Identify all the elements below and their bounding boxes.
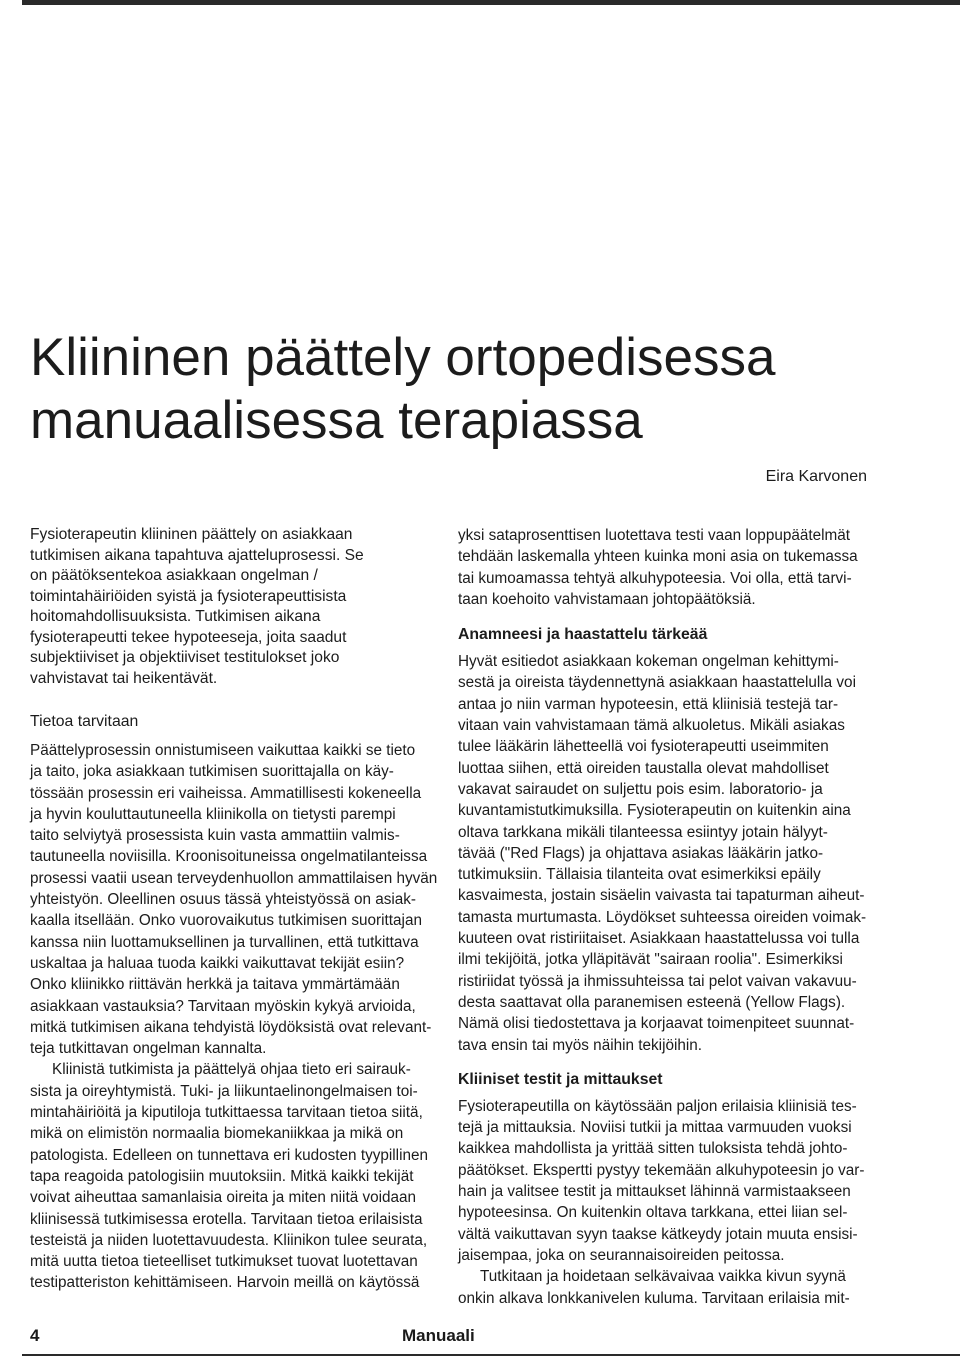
text-line: kuuteen ovat ristiriitaiset. Asiakkaan haastattelussa voi tulla: [458, 930, 860, 948]
text-line: vitaan vain vahvistamaan tämä alkuoletus. Mikäli asiakas: [458, 717, 845, 735]
article-title: [30, 326, 930, 452]
body-paragraph: [458, 1266, 888, 1309]
text-line: sista ja oireyhtymistä. Tuki- ja liikuntaelinongelmaisen toi-: [30, 1082, 418, 1100]
text-line: yksi sataprosenttisen luotettava testi vaan loppupäätelmät: [458, 527, 851, 544]
text-line: uskaltaa ja haluaa tuoda kaikki vaikuttavat tekijät esiin?: [30, 954, 405, 972]
text-line: tamasta murtumasta. Löydökset suhteessa oireiden voimak-: [458, 908, 867, 926]
text-line: tutkimuksiin. Tällaisia tilanteita ovat esimerkiksi epäily: [458, 866, 821, 884]
text-line: päätökset. Ekspertti pystyy tekemään alkuhypoteesin jo var-: [458, 1161, 865, 1179]
body-paragraph: [458, 525, 888, 610]
text-line: vahvistavat tai heikentävät.: [30, 669, 218, 687]
text-line: sestä ja oireista täydennettynä asiakkaan haastattelulla voi: [458, 674, 856, 692]
text-line: kliinisessä tutkimisessa erotella. Tarvitaan tietoa erilaisista: [30, 1210, 423, 1228]
top-rule: [22, 0, 960, 5]
text-line: hain ja valitsee testit ja mittaukset lähinnä varmistaakseen: [458, 1183, 851, 1201]
text-line: tautuneella noviisilla. Kroonisoituneissa ongelmatilanteissa: [30, 848, 428, 866]
text-line: tävää ("Red Flags) ja ohjattava asiakas lääkärin jatko-: [458, 844, 824, 862]
text-line: hoitomahdollisuuksista. Tutkimisen aikana: [30, 608, 321, 625]
footer-rule: [22, 1354, 960, 1356]
text-line: voivat aiheuttaa samanlaisia oireita ja miten niitä voidaan: [30, 1189, 417, 1207]
text-line: jaisempaa, joka on seurannaisoireiden peitossa.: [458, 1246, 785, 1264]
text-line: mikä on elimistön normaalia biomekaniikkaa ja mikä on: [30, 1125, 404, 1143]
right-column: [458, 525, 888, 1309]
text-line: ja taito, joka asiakkaan tutkimisen suorittajalla on käy-: [30, 763, 394, 781]
text-line: toimintahäiriöiden syistä ja fysioterapeuttisista: [30, 587, 347, 605]
text-line: testeistä ja niiden luotettavuudesta. Kliinikon tulee seurata,: [30, 1231, 428, 1249]
text-line: Onko kliinikko riittävän herkkä ja taitava ymmärtämään: [30, 976, 400, 994]
text-line: fysioterapeutti tekee hypoteeseja, joita saadut: [30, 628, 347, 646]
page-number: 4: [30, 1326, 40, 1345]
text-line: tulee lääkärin lähetteellä voi fysioterapeutti useimmiten: [458, 738, 829, 756]
text-line: onkin alkava lonkkanivelen kuluma. Tarvitaan erilaisia mit-: [458, 1289, 850, 1307]
section-heading: Tietoa tarvitaan: [30, 713, 139, 730]
text-line: on päätöksentekoa asiakkaan ongelman /: [30, 567, 318, 584]
text-line: ja hyvin kouluttautuneella kliinikolla on tietysti parempi: [30, 805, 396, 823]
text-line: patologista. Edelleen on tunnettava eri kudosten tyypillinen: [30, 1146, 428, 1164]
text-line: taan koehoito vahvistamaan johtopäätöksiä.: [458, 590, 756, 608]
text-line: Hyvät esitiedot asiakkaan kokeman ongelman kehittymi-: [458, 653, 839, 671]
text-line: taito selviytyä prosessista kuin vasta ammattiin valmis-: [30, 827, 400, 845]
text-line: tutkimisen aikana tapahtuva ajatteluprosessi. Se: [30, 546, 364, 564]
journal-name: Manuaali: [402, 1326, 475, 1345]
title-line: manuaalisessa terapiassa: [30, 391, 643, 450]
text-line: Fysioterapeutilla on käytössään paljon erilaisia kliinisiä tes-: [458, 1097, 857, 1115]
text-line: tava ensin tai myös näihin tekijöihin.: [458, 1036, 703, 1054]
text-line: kaikkea mahdollista ja yrittää sitten tuloksista tehdä johto-: [458, 1140, 848, 1158]
text-line: testipatteriston kehittämiseen. Harvoin meillä on käytössä: [30, 1274, 420, 1292]
text-line: vältä vaikuttavan syyn taakse kätkeydy jotain muuta ensisi-: [458, 1225, 858, 1243]
text-line: Kliinistä tutkimista ja päättelyä ohjaa tieto eri sairauk-: [52, 1061, 411, 1079]
text-line: asiakkaan vastauksia? Tarvitaan myöskin kykyä arvioida,: [30, 997, 416, 1015]
section-heading: Anamneesi ja haastattelu tärkeää: [458, 626, 708, 644]
text-line: Fysioterapeutin kliininen päättely on asiakkaan: [30, 526, 353, 543]
text-line: kuvantamistutkimuksilla. Fysioterapeutin on kuitenkin aina: [458, 802, 851, 820]
text-line: ristiriidat työssä ja ihmissuhteissa tai pelot vaivan vakavuu-: [458, 972, 857, 990]
left-column: [30, 525, 438, 1294]
body-paragraph: [458, 1096, 888, 1266]
text-line: tapa reagoida patologisiin muutoksiin. Mitkä kaikki tekijät: [30, 1167, 414, 1185]
text-line: vakavat sairaudet on suljettu pois esim. laboratorio- ja: [458, 780, 823, 798]
text-line: Päättelyprosessin onnistumiseen vaikuttaa kaikki se tieto: [30, 742, 416, 759]
text-line: prosessi vaatii usean terveydenhuollon ammattilaisen hyvän: [30, 869, 438, 887]
body-paragraph: [30, 1059, 430, 1293]
text-line: luottaa siihen, että oireiden taustalla olevat mahdolliset: [458, 759, 829, 777]
text-line: subjektiiviset ja objektiiviset testitulokset joko: [30, 649, 340, 666]
text-line: Nämä olisi tiedostettava ja korjaavat toimenpiteet suunnat-: [458, 1015, 855, 1033]
text-line: Tutkitaan ja hoidetaan selkävaivaa vaikka kivun syynä: [480, 1268, 846, 1286]
text-line: tejä ja mittauksia. Noviisi tutkii ja mittaa varmuuden vuoksi: [458, 1119, 852, 1137]
text-line: desta saattavat olla paranemisen esteenä (Yellow Flags).: [458, 993, 846, 1011]
section-heading: Kliiniset testit ja mittaukset: [458, 1070, 663, 1088]
text-line: kanssa niin luottamuksellinen ja turvallinen, että tutkittava: [30, 933, 419, 951]
text-line: hypoteesinsa. On kuitenkin oltava tarkkana, ettei liian sel-: [458, 1204, 848, 1222]
text-line: tehdään laskemalla yhteen kuinka moni asia on tukemassa: [458, 548, 858, 566]
body-paragraph: [458, 651, 888, 1056]
author-name: Eira Karvonen: [765, 468, 867, 485]
text-line: mitä uutta tietoa tieteelliset tutkimukset tuovat luotettavan: [30, 1253, 418, 1271]
text-line: ilmi tekijöitä, jotka ylläpitävät "sairaan roolia". Esimerkiksi: [458, 951, 843, 969]
body-paragraph: [30, 740, 438, 1059]
text-line: kasvaimesta, jostain sisäelin vaivasta tai tapaturman aiheut-: [458, 887, 865, 905]
text-line: tössään prosessin eri vaiheissa. Ammatillisesti kokeneella: [30, 784, 422, 802]
text-line: antaa jo niin varman hypoteesin, että kliinisiä testejä tar-: [458, 695, 839, 713]
text-line: kaalla itsellään. Onko vuorovaikutus tutkimisen suorittajan: [30, 912, 422, 930]
text-line: teja tutkittavan ongelman kannalta.: [30, 1040, 267, 1058]
lead-paragraph: [30, 525, 430, 689]
text-line: tai kumoamassa tehtyä alkuhypoteesia. Voi olla, että tarvi-: [458, 569, 852, 587]
text-line: mintahäiriöitä ja kiputiloja tutkittaessa tarvitaan tietoa siitä,: [30, 1104, 423, 1122]
text-line: oltava tarkkana mikäli tilanteessa esiintyy jotain hälyyt-: [458, 823, 828, 841]
text-line: mitkä tutkimisen aikana tehdyistä löydöksistä ovat relevant-: [30, 1018, 432, 1036]
title-line: Kliininen päättely ortopedisessa: [30, 328, 776, 387]
text-line: yhteistyön. Oleellinen osuus tässä yhteistyössä on asiak-: [30, 891, 417, 909]
